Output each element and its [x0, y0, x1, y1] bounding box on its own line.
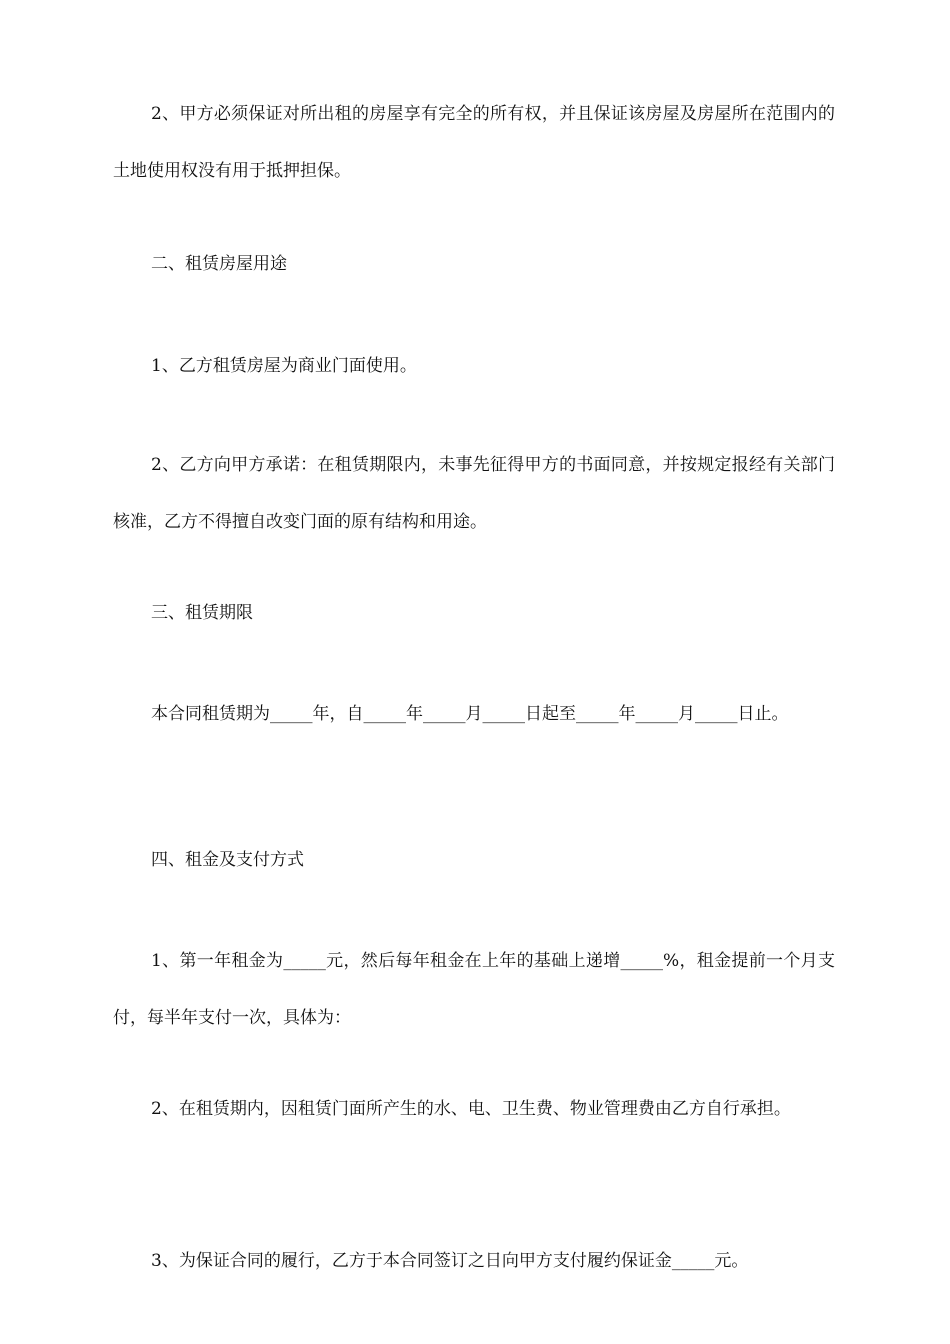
paragraph-deposit: 3、为保证合同的履行，乙方于本合同签订之日向甲方支付履约保证金_____元。 — [151, 1251, 749, 1271]
section-heading-term: 三、租赁期限 — [151, 603, 253, 623]
paragraph-owner-guarantee: 2、甲方必须保证对所出租的房屋享有完全的所有权，并且保证该房屋及房屋所在范围内的土地使用权没有用于抵押担保。 — [113, 104, 835, 181]
section-heading-usage: 二、租赁房屋用途 — [151, 254, 287, 274]
paragraph-rent-amount: 1、第一年租金为_____元，然后每年租金在上年的基础上递增_____%，租金提前一个月支付，每半年支付一次，具体为： — [113, 951, 835, 1028]
paragraph-usage-commercial: 1、乙方租赁房屋为商业门面使用。 — [151, 356, 417, 376]
paragraph-usage-promise: 2、乙方向甲方承诺：在租赁期限内，未事先征得甲方的书面同意，并按规定报经有关部门核准，乙方不得擅自改变门面的原有结构和用途。 — [113, 455, 835, 532]
section-heading-rent: 四、租金及支付方式 — [151, 850, 304, 870]
paragraph-term-dates: 本合同租赁期为_____年，自_____年_____月_____日起至_____年_____月_____日止。 — [151, 704, 789, 724]
paragraph-utility-costs: 2、在租赁期内，因租赁门面所产生的水、电、卫生费、物业管理费由乙方自行承担。 — [151, 1099, 791, 1119]
